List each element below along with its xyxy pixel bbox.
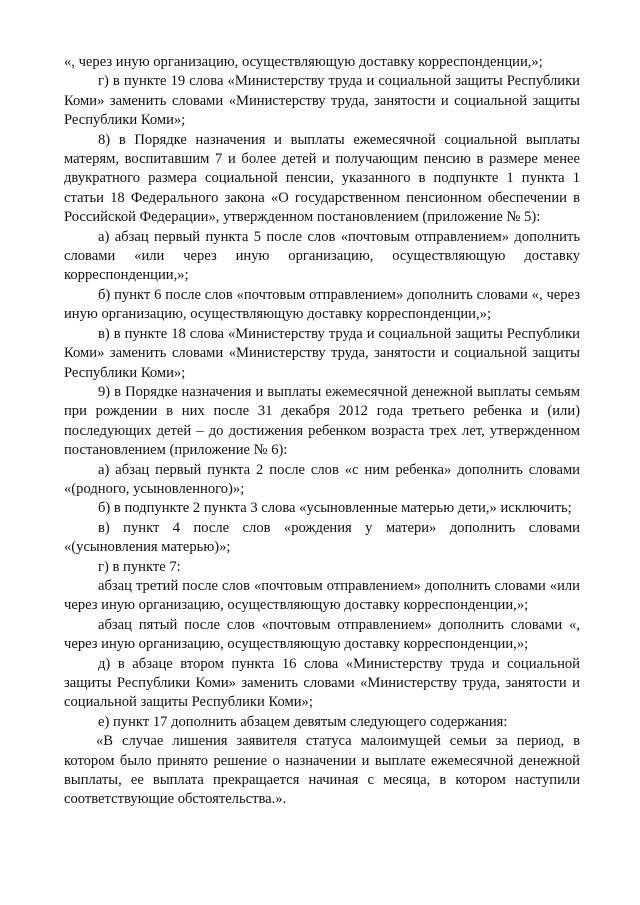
paragraph-item-8: 8) в Порядке назначения и выплаты ежемесячной социальной выплаты матерям, воспитавшим 7 и более детей и получающим пенсию в размере менее двукратного размера социальной пенсии, указанного в подпункте 1 пункта 1 статьи 18 Федерального закона «О государственном пенсионном обеспечении в Российской Федерации», утвержденном постановлением (приложение № 5): <box>64 131 580 226</box>
paragraph-item-9g: г) в пункте 7: <box>98 558 181 575</box>
paragraph-item-8b: б) пункт 6 после слов «почтовым отправлением» дополнить словами «, через иную организацию, осуществляющую доставку корреспонденции,»; <box>64 286 580 323</box>
paragraph-item-9d: д) в абзаце втором пункта 16 слова «Министерству труда и социальной защиты Республики Коми» заменить словами «Министерству труда, занятости и социальной защиты Республики Коми»; <box>64 655 580 711</box>
paragraph-item-9e: е) пункт 17 дополнить абзацем девятым следующего содержания: <box>98 713 508 730</box>
paragraph-item-8v: в) в пункте 18 слова «Министерству труда и социальной защиты Республики Коми» заменить словами «Министерству труда, занятости и социальной защиты Республики Коми»; <box>64 325 580 381</box>
paragraph-continuation: «, через иную организацию, осуществляющую доставку корреспонденции,»; <box>64 54 543 70</box>
paragraph-abzac-5: абзац пятый после слов «почтовым отправлением» дополнить словами «, через иную организацию, осуществляющую доставку корреспонденции,»; <box>64 616 580 653</box>
paragraph-abzac-3: абзац третий после слов «почтовым отправлением» дополнить словами «или через иную организацию, осуществляющую доставку корреспонденции,»; <box>64 577 580 614</box>
paragraph-item-9b: б) в подпункте 2 пункта 3 слова «усыновленные матерью дети,» исключить; <box>98 500 572 517</box>
paragraph-item-8a: а) абзац первый пункта 5 после слов «почтовым отправлением» дополнить словами «или через иную организацию, осуществляющую доставку корреспонденции,»; <box>64 228 580 284</box>
paragraph-item-9a: а) абзац первый пункта 2 после слов «с ним ребенка» дополнить словами «(родного, усыновленного)»; <box>64 461 580 497</box>
paragraph-item-g-19: г) в пункте 19 слова «Министерству труда и социальной защиты Республики Коми» заменить словами «Министерству труда, занятости и социальной защиты Республики Коми»; <box>64 73 580 129</box>
paragraph-quote: «В случае лишения заявителя статуса малоимущей семьи за период, в котором было принято решение о назначении и выплате ежемесячной денежной выплаты, ее выплата прекращается начиная с месяца, в котором наступили соответствующие обстоятельства.». <box>64 733 580 808</box>
paragraph-item-9: 9) в Порядке назначения и выплаты ежемесячной денежной выплаты семьям при рождении в них после 31 декабря 2012 года третьего ребенка и (или) последующих детей – до достижения ребенком возраста трех лет, утвержденном постановлением (приложение № 6): <box>64 383 580 459</box>
paragraph-item-9v: в) пункт 4 после слов «рождения у матери» дополнить словами «(усыновления матерью)»; <box>64 519 580 556</box>
